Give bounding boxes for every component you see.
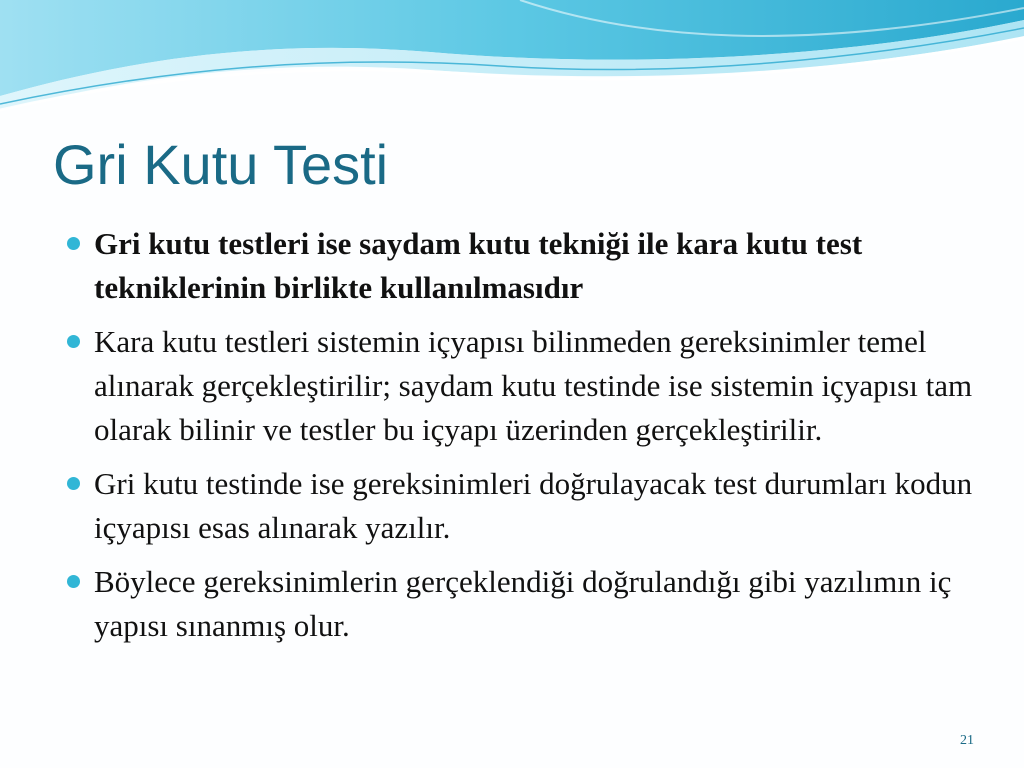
bullet-item (60, 320, 980, 452)
wave-header-decoration (0, 0, 1024, 120)
bullet-marker-icon (67, 477, 80, 490)
slide-title: Gri Kutu Testi (53, 133, 389, 196)
bullet-item (60, 560, 980, 648)
bullet-text: Gri kutu testinde ise gereksinimleri doğrulayacak test durumları kodun içyapısı esas alınarak yazılır. (94, 466, 973, 545)
page-number: 21 (960, 733, 974, 748)
bullet-text: Kara kutu testleri sistemin içyapısı bilinmeden gereksinimler temel alınarak gerçekleştirilir; saydam kutu testinde ise sistemin içyapısı tam olarak bilinir ve testler bu içyapı üzerinden gerçekleştirilir. (94, 324, 973, 447)
bullet-text: Gri kutu testleri ise saydam kutu tekniği ile kara kutu test tekniklerinin birlikte kullanılmasıdır (94, 226, 863, 305)
bullet-item (60, 462, 980, 550)
bullet-marker-icon (67, 335, 80, 348)
bullet-list (60, 222, 980, 658)
bullet-marker-icon (67, 575, 80, 588)
bullet-item (60, 222, 980, 310)
bullet-marker-icon (67, 237, 80, 250)
bullet-text: Böylece gereksinimlerin gerçeklendiği doğrulandığı gibi yazılımın iç yapısı sınanmış olur. (94, 564, 952, 643)
